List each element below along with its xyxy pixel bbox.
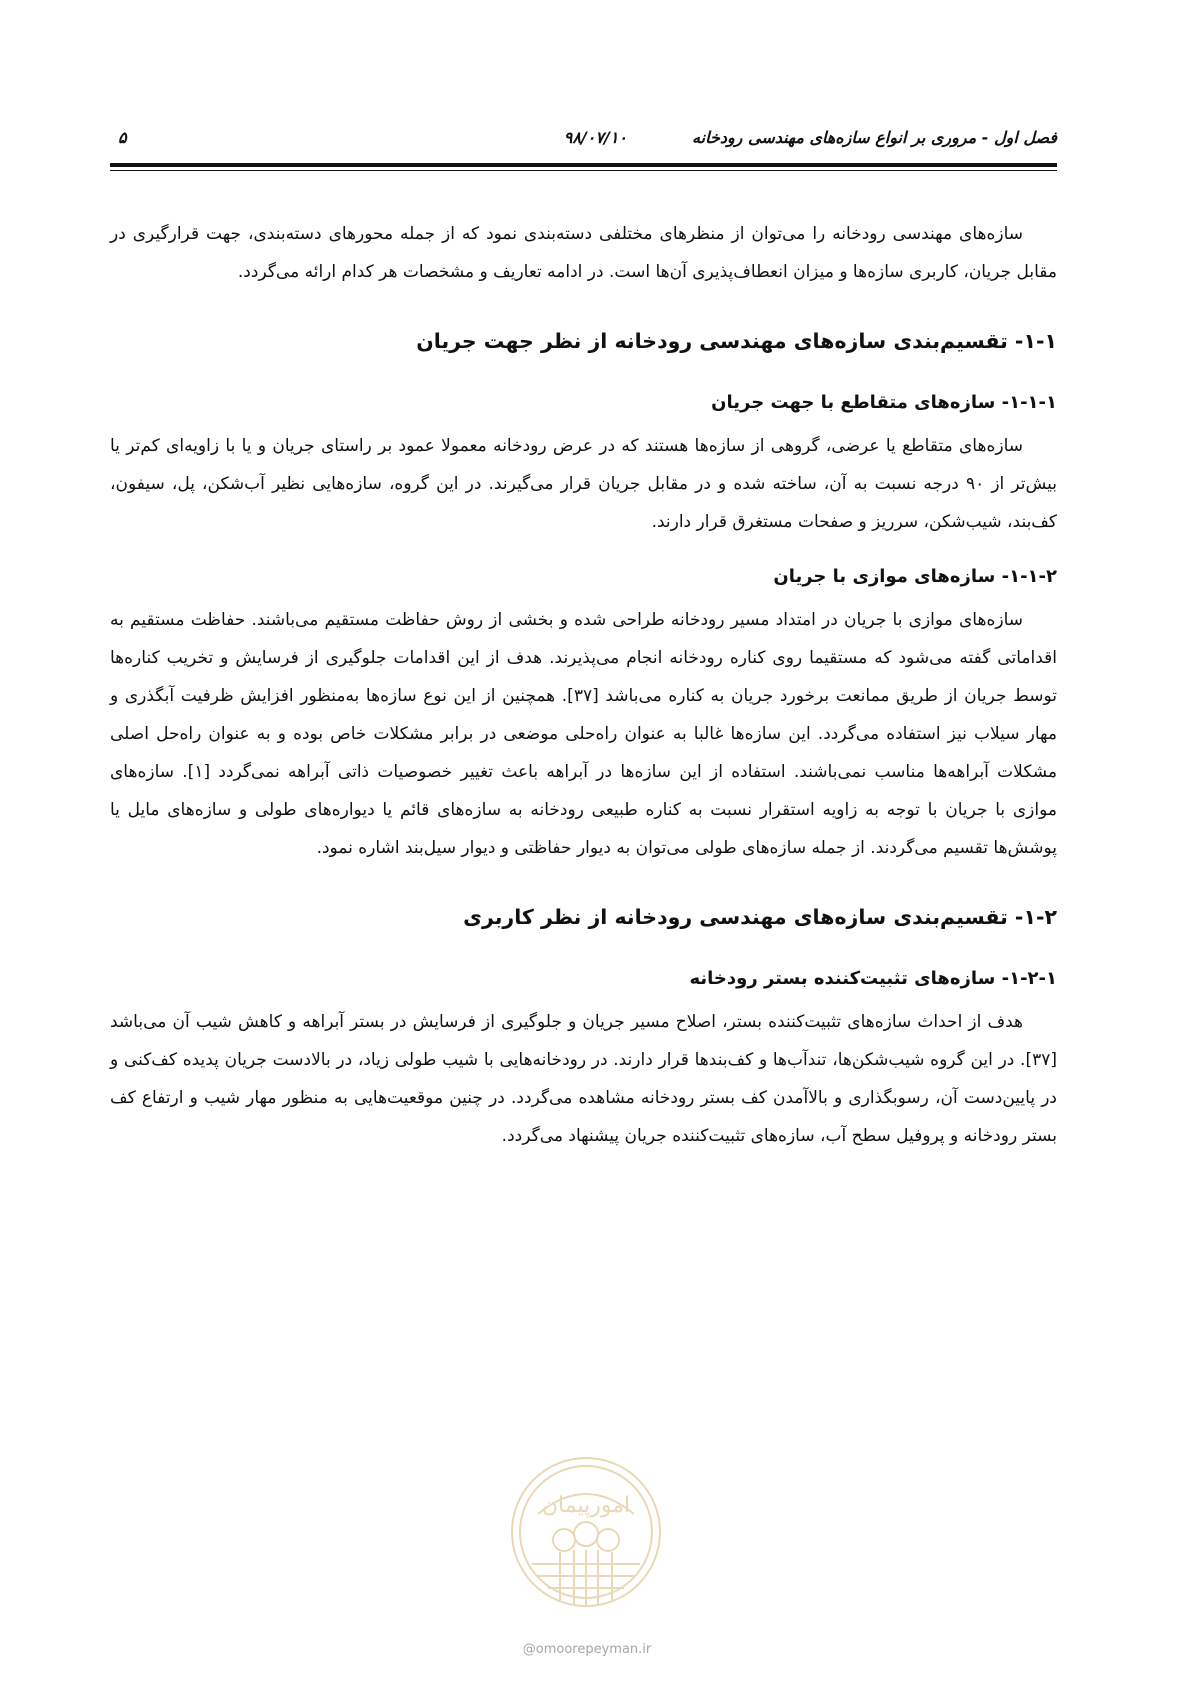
header-rule-thin — [110, 170, 1057, 171]
subsection-heading-bed-stabilizing: ۱-۲-۱- سازه‌های تثبیت‌کننده بستر رودخانه — [689, 968, 1057, 989]
watermark-logo-icon — [508, 1454, 664, 1610]
subsection-heading-cross-structures: ۱-۱-۱- سازه‌های متقاطع با جهت جریان — [711, 392, 1057, 413]
cross-structures-paragraph: سازه‌های متقاطع یا عرضی، گروهی از سازه‌ها هستند که در عرض رودخانه معمولا عمود بر راستای جریان و یا با زاویه‌ای کم‌تر یا بیش‌تر از ۹۰ درجه نسبت به آن، ساخته شده و در مقابل جریان قرار می‌گیرند. در این گروه، سازه‌هایی نظیر آب‌شکن، پل، سیفون، کف‌بند، شیب‌شکن، سرریز و صفحات مستغرق قرار دارند. — [110, 436, 1058, 532]
page-content — [110, 215, 1057, 1155]
subsection-heading-parallel-structures: ۱-۱-۲- سازه‌های موازی با جریان — [773, 566, 1057, 587]
parallel-structures-paragraph: سازه‌های موازی با جریان در امتداد مسیر رودخانه طراحی شده و بخشی از روش حفاظت مستقیم می‌باشند. حفاظت مستقیم به اقداماتی گفته می‌شود که مستقیما روی کناره رودخانه انجام می‌پذیرند. هدف از این اقدامات جلوگیری از فرسایش و تخریب کناره‌ها توسط جریان از طریق ممانعت برخورد جریان به کناره می‌باشد [۳۷]. همچنین از این نوع سازه‌ها به‌منظور افزایش ظرفیت آبگذری و مهار سیلاب نیز استفاده می‌گردد. این سازه‌ها غالبا به عنوان راه‌حلی موضعی در برابر مشکلات خاص بوده و به عنوان راه‌حل اصلی مشکلات آبراهه‌ها مناسب نمی‌باشند. استفاده از این سازه‌ها در آبراهه باعث تغییر خصوصیات ذاتی آبراهه نمی‌گردد [۱]. سازه‌های موازی با جریان با توجه به زاویه استقرار نسبت به کناره طبیعی رودخانه به سازه‌های قائم یا دیواره‌های طولی و سازه‌های مایل یا پوشش‌ها تقسیم می‌گردند. از جمله سازه‌های طولی می‌توان به دیوار حفاظتی و دیوار سیل‌بند اشاره نمود. — [110, 610, 1057, 858]
header-rule-thick — [110, 163, 1057, 167]
header-date: ۹۸/۰۷/۱۰ — [563, 128, 627, 147]
chapter-title: فصل اول - مروری بر انواع سازه‌های مهندسی رودخانه — [692, 128, 1057, 147]
watermark-logo-text: امورپیمان — [541, 1493, 631, 1518]
intro-paragraph: سازه‌های مهندسی رودخانه را می‌توان از منظرهای مختلفی دسته‌بندی نمود که از جمله محورهای دسته‌بندی، جهت قرارگیری در مقابل جریان، کاربری سازه‌ها و میزان انعطاف‌پذیری آن‌ها است. در ادامه تعاریف و مشخصات هر کدام ارائه می‌گردد. — [110, 224, 1057, 282]
section-heading-flow-direction: ۱-۱- تقسیم‌بندی سازه‌های مهندسی رودخانه از نظر جهت جریان — [416, 329, 1057, 353]
page-number: ۵ — [118, 128, 127, 147]
page-header — [110, 128, 1057, 154]
watermark-url: @omoorepeyman.ir — [522, 1642, 652, 1657]
bed-stabilizing-paragraph: هدف از احداث سازه‌های تثبیت‌کننده بستر، اصلاح مسیر جریان و جلوگیری از فرسایش در بستر آبراهه و کاهش شیب آن می‌باشد [۳۷]. در این گروه شیب‌شکن‌ها، تندآب‌ها و کف‌بندها قرار دارند. در رودخانه‌هایی با شیب طولی زیاد، در بالادست جریان پدیده کف‌کنی و در پایین‌دست آن، رسوبگذاری و بالاآمدن کف بستر رودخانه مشاهده می‌گردد. در چنین موقعیت‌هایی به منظور مهار شیب و ارتفاع کف بستر رودخانه و پروفیل سطح آب، سازه‌های تثبیت‌کننده جریان پیشنهاد می‌گردد. — [110, 1012, 1057, 1146]
section-heading-usage: ۱-۲- تقسیم‌بندی سازه‌های مهندسی رودخانه از نظر کاربری — [463, 905, 1057, 929]
